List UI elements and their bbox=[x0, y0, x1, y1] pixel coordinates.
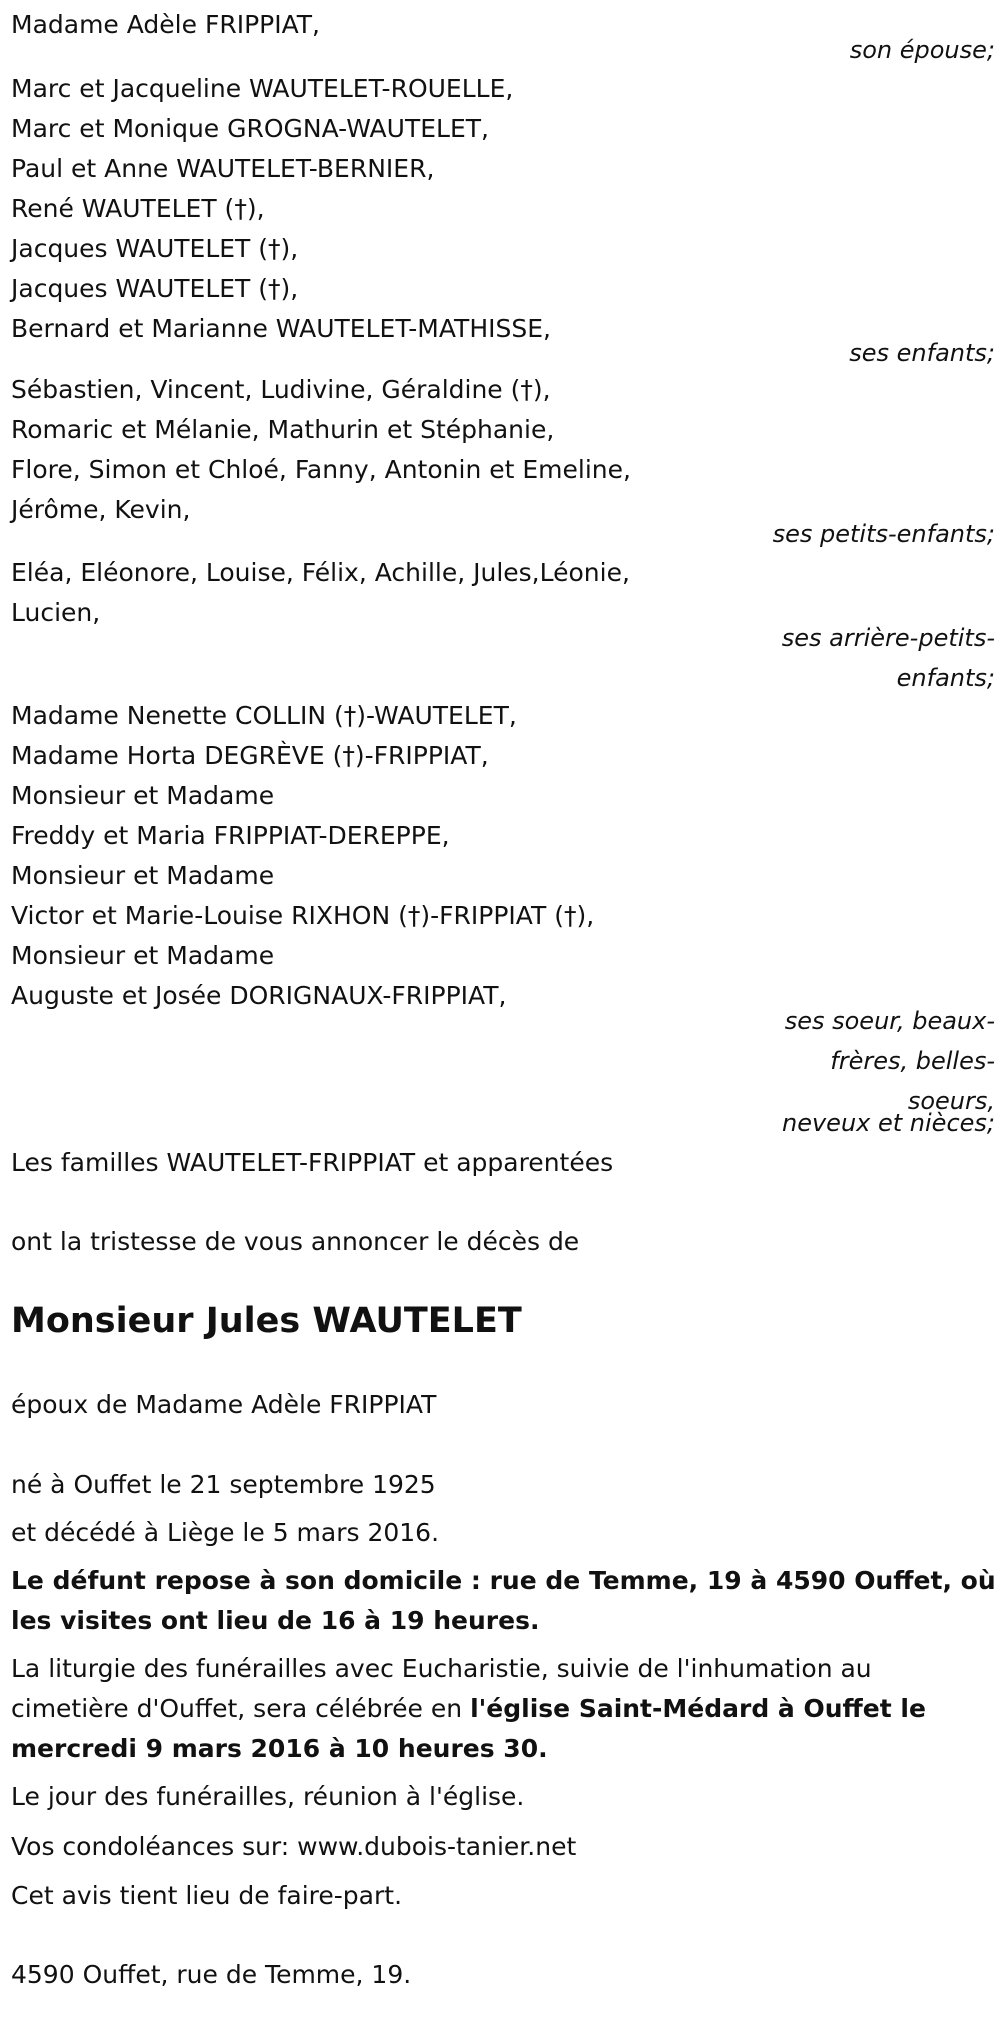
great-grandchild-line: Lucien, bbox=[11, 598, 101, 627]
spouse-of-line: époux de Madame Adèle FRIPPIAT bbox=[11, 1390, 437, 1419]
sibling-line: Auguste et Josée DORIGNAUX-FRIPPIAT, bbox=[11, 981, 507, 1010]
grandchild-line: Sébastien, Vincent, Ludivine, Géraldine (†), bbox=[11, 375, 551, 404]
child-line: Paul et Anne WAUTELET-BERNIER, bbox=[11, 154, 435, 183]
relation-siblings: soeurs, bbox=[907, 1087, 995, 1115]
great-grandchild-line: Eléa, Eléonore, Louise, Félix, Achille, Jules,Léonie, bbox=[11, 558, 630, 587]
families-line: Les familles WAUTELET-FRIPPIAT et apparentées bbox=[11, 1148, 614, 1177]
spouse-name: Madame Adèle FRIPPIAT, bbox=[11, 10, 320, 39]
address-line: 4590 Ouffet, rue de Temme, 19. bbox=[11, 1960, 412, 1989]
birth-line: né à Ouffet le 21 septembre 1925 bbox=[11, 1470, 436, 1499]
liturgy-text: cimetière d'Ouffet, sera célébrée en bbox=[11, 1694, 471, 1723]
sibling-line: Monsieur et Madame bbox=[11, 781, 275, 810]
sibling-line: Madame Nenette COLLIN (†)-WAUTELET, bbox=[11, 701, 517, 730]
child-line: Jacques WAUTELET (†), bbox=[11, 234, 299, 263]
death-line: et décédé à Liège le 5 mars 2016. bbox=[11, 1518, 440, 1547]
repose-line: Le défunt repose à son domicile : rue de Temme, 19 à 4590 Ouffet, où bbox=[11, 1566, 996, 1595]
child-line: René WAUTELET (†), bbox=[11, 194, 265, 223]
condolences-line: Vos condoléances sur: www.dubois-tanier.net bbox=[11, 1832, 577, 1861]
child-line: Marc et Monique GROGNA-WAUTELET, bbox=[11, 114, 489, 143]
relation-children: ses enfants; bbox=[849, 339, 995, 367]
liturgy-date: mercredi 9 mars 2016 à 10 heures 30. bbox=[11, 1734, 548, 1763]
deceased-name: Monsieur Jules WAUTELET bbox=[11, 1301, 522, 1341]
intro-line: ont la tristesse de vous annoncer le décès de bbox=[11, 1227, 580, 1256]
relation-siblings: neveux et nièces; bbox=[782, 1109, 995, 1137]
child-line: Marc et Jacqueline WAUTELET-ROUELLE, bbox=[11, 74, 514, 103]
sibling-line: Victor et Marie-Louise RIXHON (†)-FRIPPIAT (†), bbox=[11, 901, 595, 930]
grandchild-line: Jérôme, Kevin, bbox=[11, 495, 191, 524]
relation-siblings: frères, belles- bbox=[830, 1047, 995, 1075]
grandchild-line: Romaric et Mélanie, Mathurin et Stéphanie, bbox=[11, 415, 555, 444]
sibling-line: Monsieur et Madame bbox=[11, 861, 275, 890]
grandchild-line: Flore, Simon et Chloé, Fanny, Antonin et Emeline, bbox=[11, 455, 631, 484]
relation-great-grandchildren: enfants; bbox=[896, 664, 995, 692]
relation-great-grandchildren: ses arrière-petits- bbox=[781, 624, 995, 652]
child-line: Jacques WAUTELET (†), bbox=[11, 274, 299, 303]
relation-siblings: ses soeur, beaux- bbox=[784, 1007, 995, 1035]
relation-spouse: son épouse; bbox=[849, 36, 995, 64]
meeting-line: Le jour des funérailles, réunion à l'église. bbox=[11, 1782, 525, 1811]
repose-line: les visites ont lieu de 16 à 19 heures. bbox=[11, 1606, 540, 1635]
relation-grandchildren: ses petits-enfants; bbox=[772, 520, 995, 548]
child-line: Bernard et Marianne WAUTELET-MATHISSE, bbox=[11, 314, 551, 343]
sibling-line: Monsieur et Madame bbox=[11, 941, 275, 970]
liturgy-church: l'église Saint-Médard à Ouffet le bbox=[470, 1694, 926, 1723]
liturgy-line: La liturgie des funérailles avec Eucharistie, suivie de l'inhumation au bbox=[11, 1654, 872, 1683]
sibling-line: Freddy et Maria FRIPPIAT-DEREPPE, bbox=[11, 821, 450, 850]
liturgy-line bbox=[11, 1689, 926, 1729]
notice-line: Cet avis tient lieu de faire-part. bbox=[11, 1881, 403, 1910]
sibling-line: Madame Horta DEGRÈVE (†)-FRIPPIAT, bbox=[11, 741, 489, 770]
